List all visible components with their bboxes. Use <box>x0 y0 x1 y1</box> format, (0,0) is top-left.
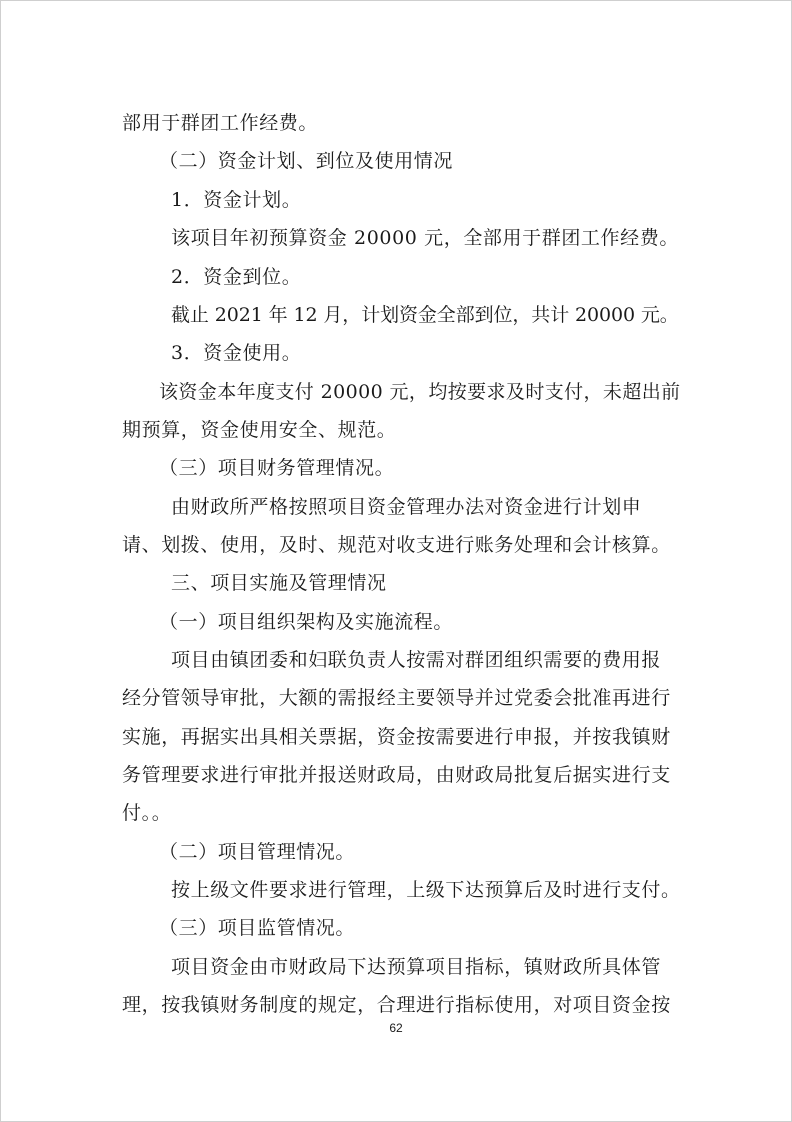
section-heading: （一）项目组织架构及实施流程。 <box>159 611 454 633</box>
text-line: 该项目年初预算资金 20000 元，全部用于群团工作经费。 <box>171 227 679 249</box>
section-heading: （三）项目监管情况。 <box>159 917 356 939</box>
text-line: 经分管领导审批，大额的需报经主要领导并过党委会批准再进行 <box>122 687 671 709</box>
section-heading: （三）项目财务管理情况。 <box>159 457 395 479</box>
text-line: 部用于群团工作经费。 <box>122 112 319 134</box>
text-line: 期预算，资金使用安全、规范。 <box>122 419 397 441</box>
section-heading: （二）资金计划、到位及使用情况 <box>159 150 454 172</box>
subheading: 2．资金到位。 <box>171 266 302 288</box>
text-line: 项目由镇团委和妇联负责人按需对群团组织需要的费用报 <box>171 649 662 671</box>
text-line: 按上级文件要求进行管理，上级下达预算后及时进行支付。 <box>171 879 681 901</box>
text-line: 由财政所严格按照项目资金管理办法对资金进行计划申 <box>171 496 642 518</box>
chapter-heading: 三、项目实施及管理情况 <box>171 572 387 594</box>
text-line: 请、划拨、使用，及时、规范对收支进行账务处理和会计核算。 <box>122 534 671 556</box>
page-number: 62 <box>389 1021 403 1035</box>
text-line: 实施，再据实出具相关票据，资金按需要进行申报，并按我镇财 <box>122 726 671 748</box>
text-line: 理，按我镇财务制度的规定，合理进行指标使用，对项目资金按 <box>122 994 671 1016</box>
text-line: 项目资金由市财政局下达预算项目指标，镇财政所具体管 <box>171 956 662 978</box>
text-line: 截止 2021 年 12 月，计划资金全部到位，共计 20000 元。 <box>171 304 679 326</box>
section-heading: （二）项目管理情况。 <box>159 841 356 863</box>
text-line: 该资金本年度支付 20000 元，均按要求及时支付，未超出前 <box>159 381 681 403</box>
text-line: 务管理要求进行审批并报送财政局，由财政局批复后据实进行支 <box>122 764 671 786</box>
subheading: 3．资金使用。 <box>171 342 302 364</box>
subheading: 1．资金计划。 <box>171 189 302 211</box>
text-line: 付。。 <box>122 802 172 824</box>
